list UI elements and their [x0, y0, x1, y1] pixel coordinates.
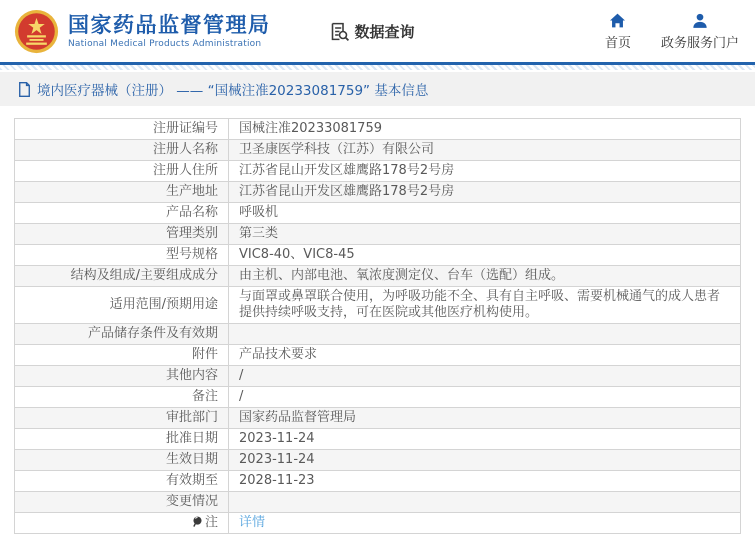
row-label: 注 [15, 513, 229, 534]
row-value [229, 492, 741, 513]
row-label: 变更情况 [15, 492, 229, 513]
row-label: 型号规格 [15, 245, 229, 266]
data-query-label: 数据查询 [354, 22, 415, 41]
row-value: 江苏省昆山开发区雄鹰路178号2号房 [229, 161, 741, 182]
document-search-icon [329, 21, 350, 42]
row-value: 由主机、内部电池、氧浓度测定仪、台车（选配）组成。 [229, 266, 741, 287]
table-row [15, 492, 741, 513]
lamp-icon [192, 516, 203, 528]
site-subtitle: National Medical Products Administration [68, 39, 262, 50]
row-label: 其他内容 [15, 366, 229, 387]
row-value [229, 513, 741, 534]
table-row [15, 140, 741, 161]
info-table-body [15, 119, 741, 534]
header-hatch-stripe [0, 65, 755, 70]
document-icon [18, 82, 31, 97]
brand-block [68, 13, 271, 49]
table-row [15, 324, 741, 345]
row-label: 审批部门 [15, 408, 229, 429]
row-label: 注册人名称 [15, 140, 229, 161]
row-label: 生产地址 [15, 182, 229, 203]
row-value: 江苏省昆山开发区雄鹰路178号2号房 [229, 182, 741, 203]
site-title: 国家药品监督管理局 [68, 12, 271, 37]
nav-home-label: 首页 [604, 36, 631, 51]
table-row [15, 345, 741, 366]
data-query-nav[interactable] [329, 21, 415, 42]
table-row [15, 182, 741, 203]
row-value: 第三类 [229, 224, 741, 245]
row-label: 批准日期 [15, 429, 229, 450]
row-label: 适用范围/预期用途 [15, 287, 229, 324]
breadcrumb-text: 境内医疗器械（注册） —— “国械注准20233081759” 基本信息 [37, 83, 429, 99]
table-row [15, 387, 741, 408]
row-value: / [229, 387, 741, 408]
national-emblem-logo [14, 9, 59, 54]
row-value: 呼吸机 [229, 203, 741, 224]
row-value: VIC8-40、VIC8-45 [229, 245, 741, 266]
row-value: 产品技术要求 [229, 345, 741, 366]
row-label: 注册证编号 [15, 119, 229, 140]
table-row [15, 224, 741, 245]
table-row [15, 266, 741, 287]
row-value: 2028-11-23 [229, 471, 741, 492]
table-row [15, 161, 741, 182]
table-row [15, 450, 741, 471]
site-header [0, 0, 755, 62]
row-label: 有效期至 [15, 471, 229, 492]
table-row [15, 366, 741, 387]
row-value: / [229, 366, 741, 387]
row-label: 注册人住所 [15, 161, 229, 182]
table-row [15, 203, 741, 224]
user-icon [692, 13, 708, 28]
home-icon [609, 13, 626, 28]
row-label: 生效日期 [15, 450, 229, 471]
row-value [229, 324, 741, 345]
row-label: 产品名称 [15, 203, 229, 224]
registration-info-table [14, 118, 741, 534]
row-value: 国家药品监督管理局 [229, 408, 741, 429]
row-value: 国械注准20233081759 [229, 119, 741, 140]
nav-portal[interactable] [661, 13, 739, 51]
row-value: 与面罩或鼻罩联合使用，为呼吸功能不全、具有自主呼吸、需要机械通气的成人患者提供持续呼吸支持，可在医院或其他医疗机构使用。 [229, 287, 741, 324]
row-label: 管理类别 [15, 224, 229, 245]
table-row [15, 408, 741, 429]
row-label: 备注 [15, 387, 229, 408]
table-row [15, 245, 741, 266]
row-value: 2023-11-24 [229, 450, 741, 471]
row-value: 卫圣康医学科技（江苏）有限公司 [229, 140, 741, 161]
row-label: 结构及组成/主要组成成分 [15, 266, 229, 287]
table-row [15, 287, 741, 324]
table-row [15, 471, 741, 492]
table-row [15, 429, 741, 450]
table-row [15, 119, 741, 140]
breadcrumb [0, 72, 755, 106]
row-label: 产品储存条件及有效期 [15, 324, 229, 345]
table-row [15, 513, 741, 534]
nav-portal-label: 政务服务门户 [660, 36, 739, 51]
detail-link[interactable]: 详情 [239, 515, 266, 530]
row-label: 附件 [15, 345, 229, 366]
row-value: 2023-11-24 [229, 429, 741, 450]
nav-home[interactable] [605, 13, 631, 51]
top-nav [605, 13, 739, 51]
